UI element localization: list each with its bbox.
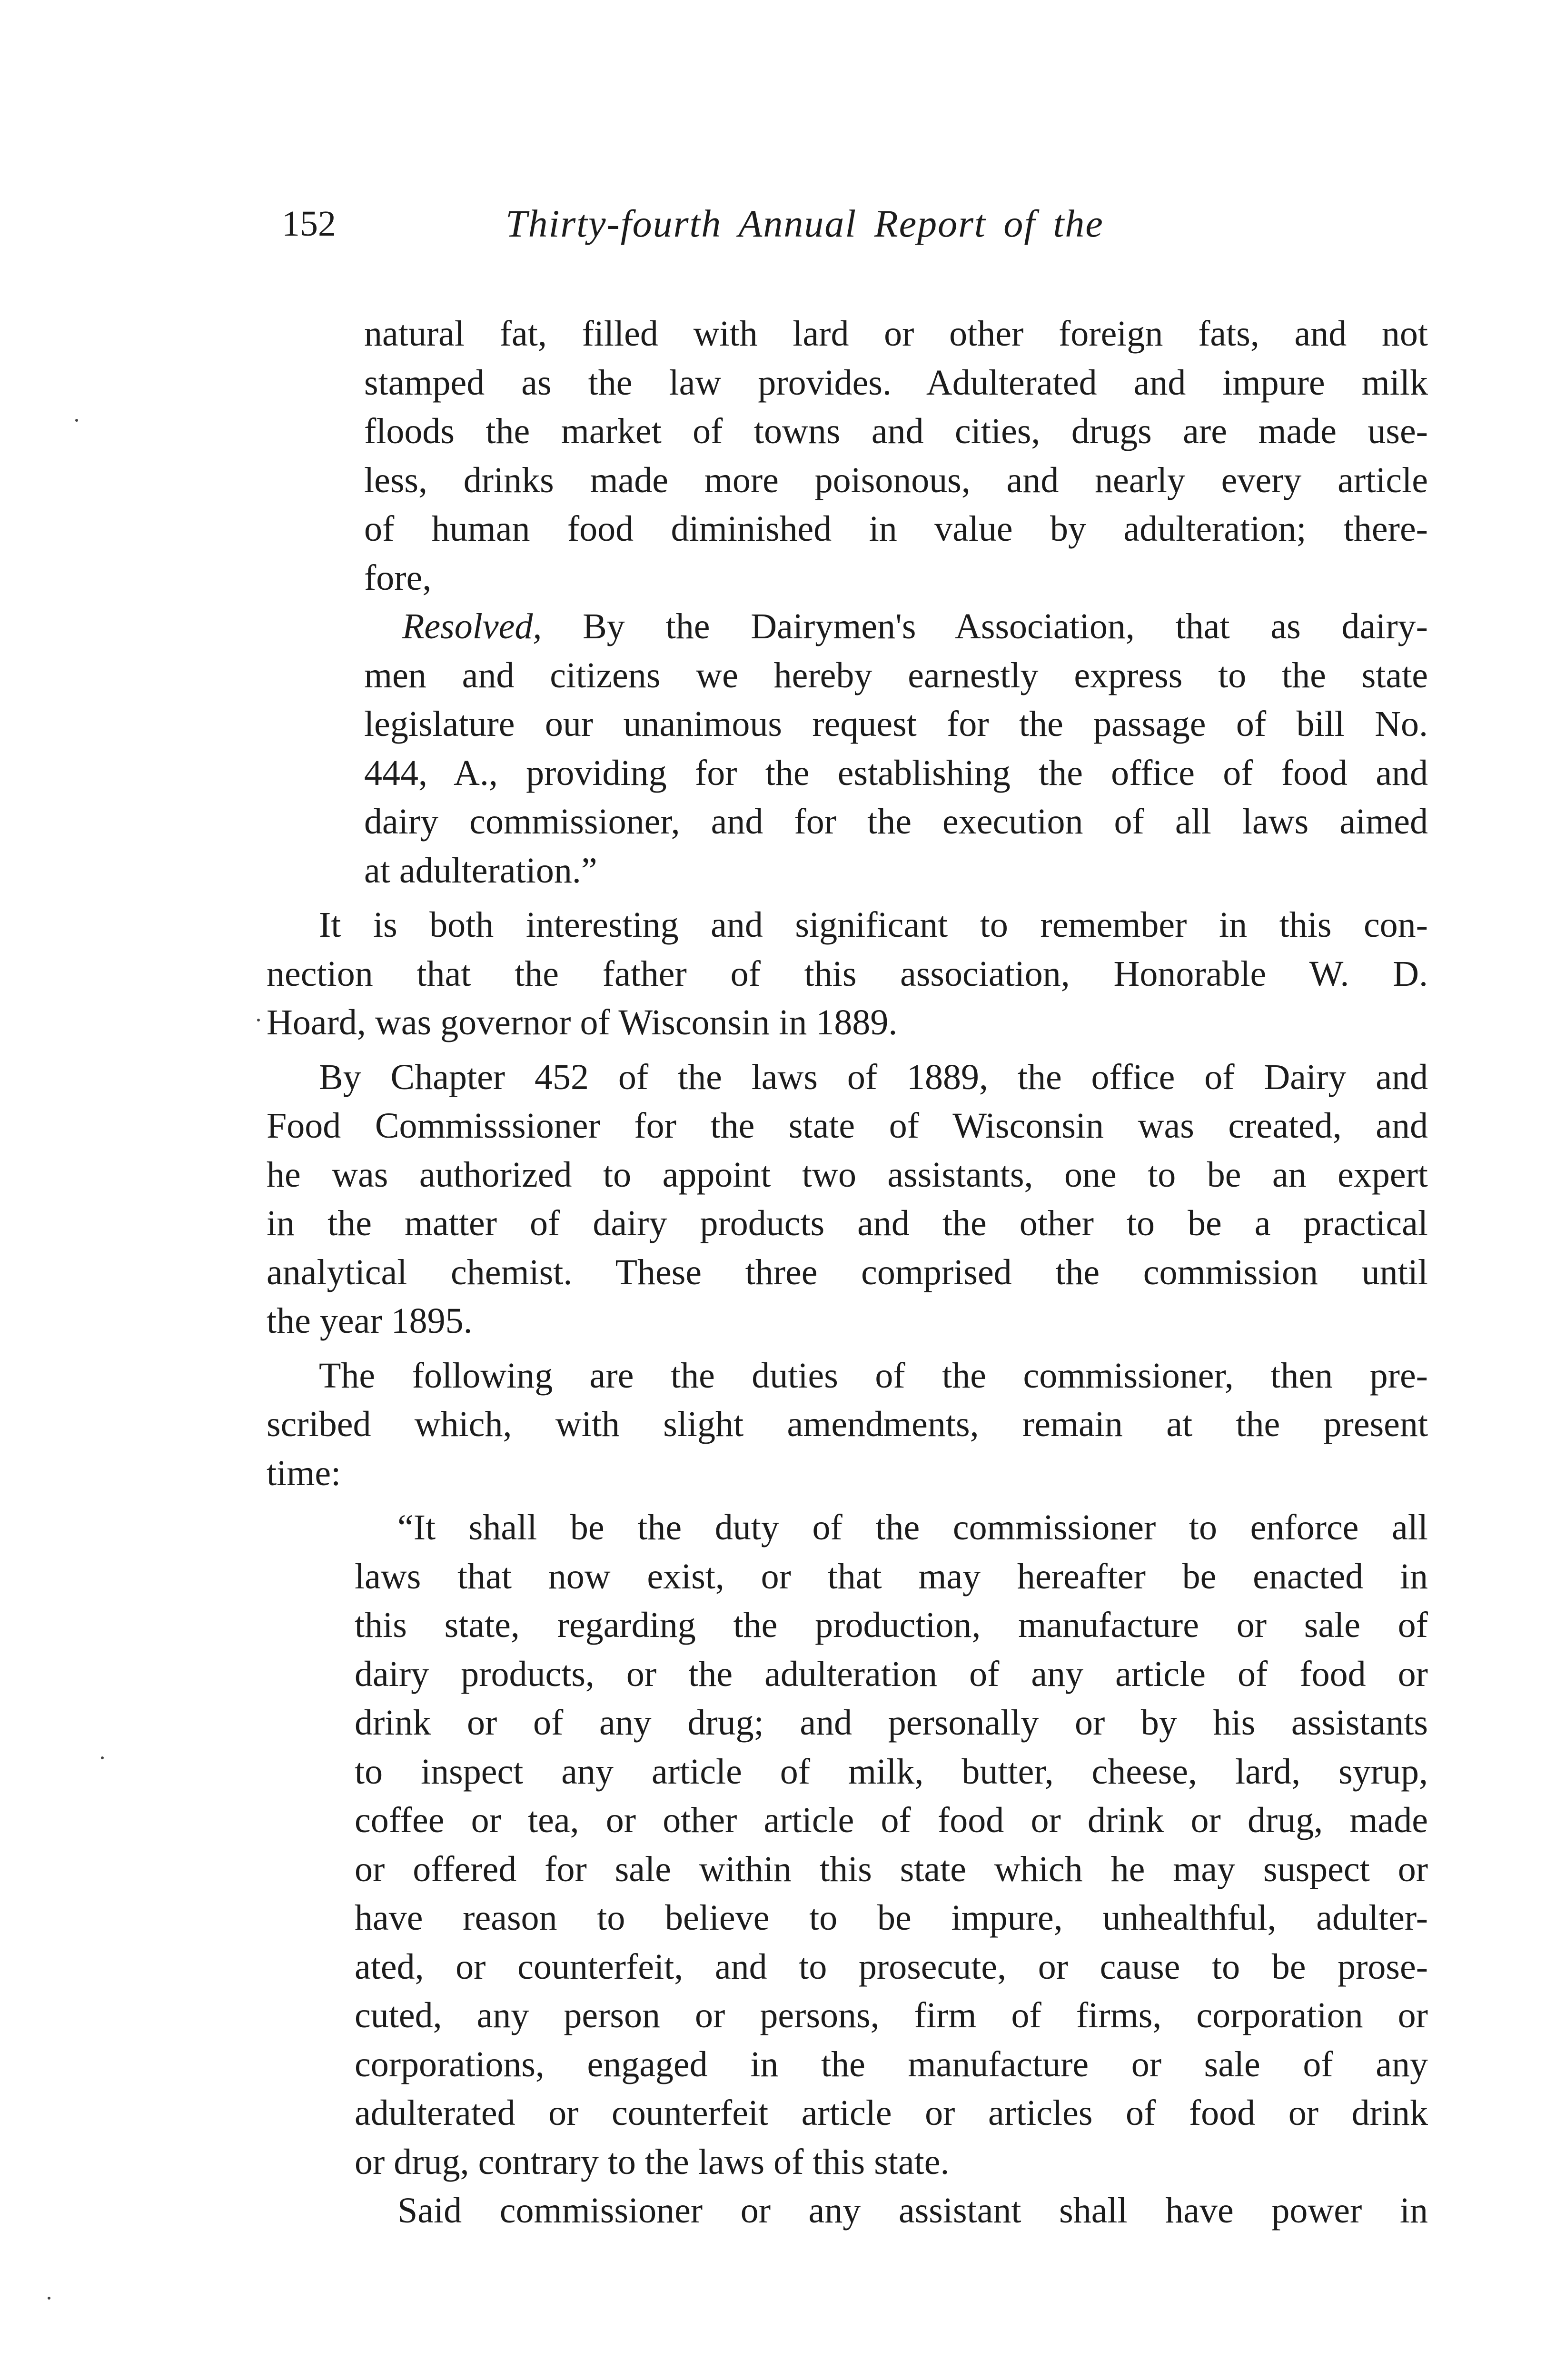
text-line: By Chapter 452 of the laws of 1889, the office of Dairy and xyxy=(319,1057,1428,1097)
text-line: laws that now exist, or that may hereafter be enacted in xyxy=(355,1556,1428,1597)
resolved-lead-word: Resolved, xyxy=(402,606,542,646)
text-line: nection that the father of this association, Honorable W. D. xyxy=(267,953,1428,994)
text-line: less, drinks made more poisonous, and nearly every article xyxy=(364,460,1428,500)
scan-speck xyxy=(257,1019,260,1021)
continuation-line: Said commissioner or any assistant shall have power in xyxy=(397,2191,1428,2231)
text-line: “It shall be the duty of the commissioner to enforce all xyxy=(397,1507,1428,1547)
text-line: dairy commissioner, and for the execution of all laws aimed xyxy=(364,802,1428,842)
paragraph-father xyxy=(267,901,1428,1047)
text-line: in the matter of dairy products and the other to be a practical xyxy=(267,1203,1428,1243)
text-line: Food Commisssioner for the state of Wisconsin was created, and xyxy=(267,1106,1428,1146)
resolved-first-line-rest: By the Dairymen's Association, that as dairy- xyxy=(542,606,1428,646)
text-line: or drug, contrary to the laws of this state. xyxy=(355,2142,950,2182)
body-text xyxy=(267,309,1428,2235)
text-line: adulterated or counterfeit article or articles of food or drink xyxy=(355,2093,1428,2133)
text-line: coffee or tea, or other article of food or drink or drug, made xyxy=(355,1800,1428,1840)
resolved-first-line xyxy=(364,602,1428,651)
text-line: floods the market of towns and cities, drugs are made use- xyxy=(364,411,1428,451)
paragraph-duties xyxy=(267,1351,1428,1498)
text-line: The following are the duties of the commissioner, then pre- xyxy=(319,1355,1428,1396)
text-line: at adulteration.” xyxy=(364,850,597,891)
text-line: Hoard, was governor of Wisconsin in 1889. xyxy=(267,1002,898,1042)
text-line: of human food diminished in value by adulteration; there- xyxy=(364,509,1428,549)
text-line: legislature our unanimous request for the passage of bill No. xyxy=(364,704,1428,744)
text-line: this state, regarding the production, manufacture or sale of xyxy=(355,1605,1428,1645)
scan-speck xyxy=(75,419,78,422)
text-line: scribed which, with slight amendments, remain at the present xyxy=(267,1404,1428,1444)
text-line: the year 1895. xyxy=(267,1301,473,1341)
text-line: he was authorized to appoint two assistants, one to be an expert xyxy=(267,1154,1428,1195)
text-line: time: xyxy=(267,1453,341,1493)
text-line: stamped as the law provides. Adulterated and impure milk xyxy=(364,362,1428,403)
text-line: to inspect any article of milk, butter, cheese, lard, syrup, xyxy=(355,1751,1428,1792)
text-line: natural fat, filled with lard or other foreign fats, and not xyxy=(364,314,1428,354)
opening-quote xyxy=(364,309,1428,602)
paragraph-chapter xyxy=(267,1053,1428,1346)
text-line: dairy products, or the adulteration of any article of food or xyxy=(355,1654,1428,1694)
duties-quote xyxy=(355,1503,1428,2235)
text-line: or offered for sale within this state which he may suspect or xyxy=(355,1849,1428,1889)
text-line: It is both interesting and significant to remember in this con- xyxy=(319,905,1428,945)
scan-speck xyxy=(101,1756,104,1759)
text-line: 444, A., providing for the establishing the office of food and xyxy=(364,753,1428,793)
resolved-quote xyxy=(364,602,1428,895)
text-line: have reason to believe to be impure, unhealthful, adulter- xyxy=(355,1898,1428,1938)
text-line: cuted, any person or persons, firm of firms, corporation or xyxy=(355,1995,1428,2035)
page-header xyxy=(282,200,1234,267)
scan-speck xyxy=(48,2297,50,2300)
page-number: 152 xyxy=(282,204,336,244)
text-line: ated, or counterfeit, and to prosecute, or cause to be prose- xyxy=(355,1946,1428,1987)
text-line: men and citizens we hereby earnestly express to the state xyxy=(364,655,1428,695)
running-title: Thirty-fourth Annual Report of the xyxy=(505,202,1104,245)
text-line: drink or of any drug; and personally or by his assistants xyxy=(355,1703,1428,1743)
text-line: fore, xyxy=(364,557,432,598)
text-line: analytical chemist. These three comprised the commission until xyxy=(267,1252,1428,1292)
text-line: corporations, engaged in the manufacture or sale of any xyxy=(355,2044,1428,2084)
